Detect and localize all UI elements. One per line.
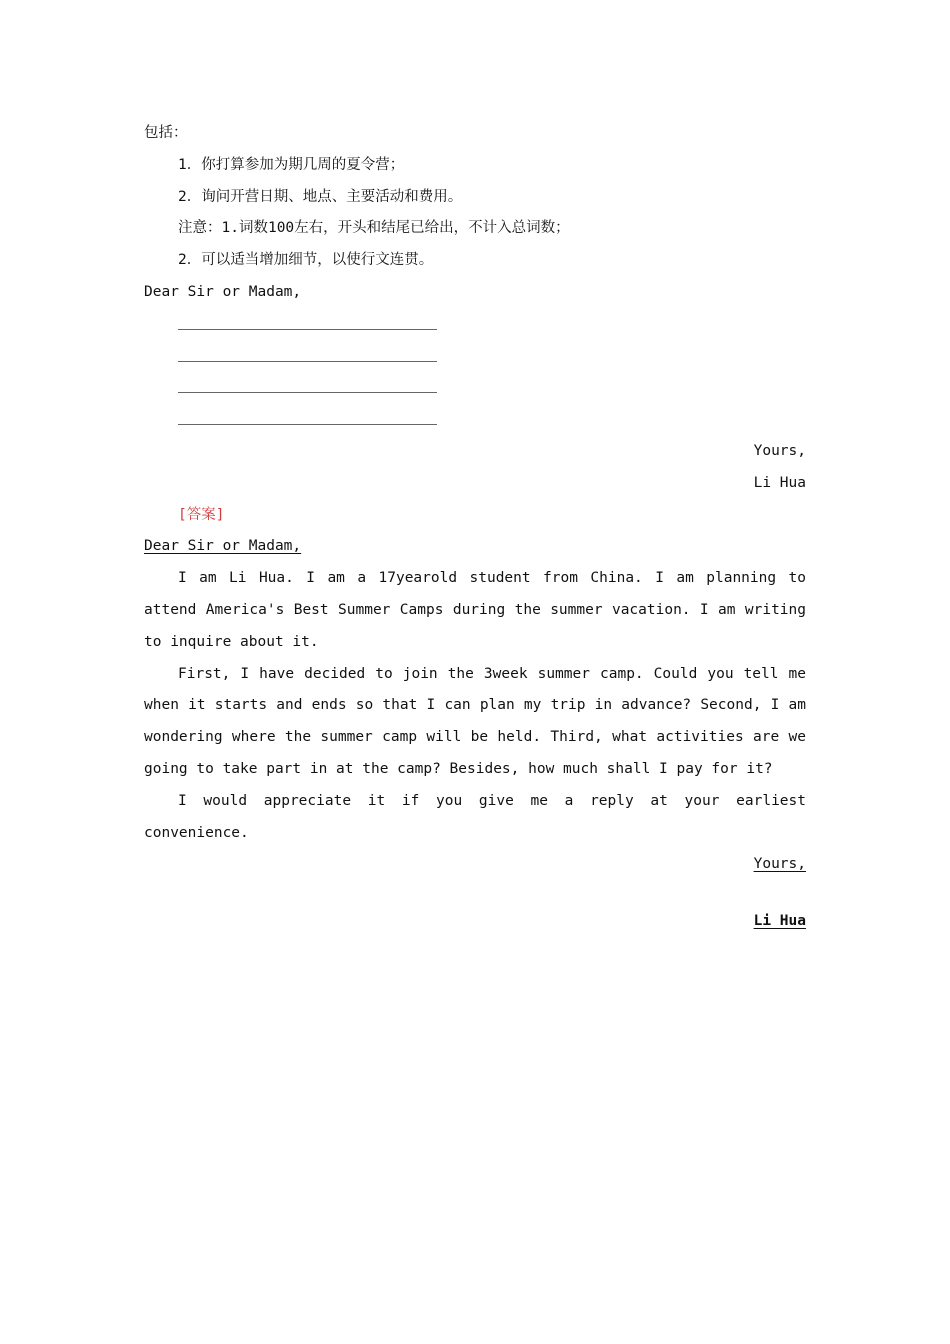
- instructions-heading: 包括：: [144, 125, 188, 141]
- template-signature: Li Hua: [753, 474, 806, 491]
- blank-rule: [178, 361, 437, 362]
- answer-closing: Yours,: [753, 856, 806, 873]
- template-greeting: Dear Sir or Madam,: [144, 283, 302, 300]
- answer-paragraph-3: I would appreciate it if you give me a reply at your earliest convenience.: [144, 792, 806, 841]
- answer-closing-line: [144, 849, 806, 881]
- blank-rule: [178, 329, 437, 330]
- answer-signature: Li Hua: [753, 913, 806, 930]
- answer-signature-line: [144, 906, 806, 938]
- answer-greeting-line: [144, 531, 806, 563]
- instruction-item-2: 2．询问开营日期、地点、主要活动和费用。: [178, 188, 463, 205]
- answer-greeting: Dear Sir or Madam,: [144, 538, 302, 555]
- template-closing: Yours,: [753, 442, 806, 459]
- closing-spacer: [144, 881, 806, 906]
- writing-blank-line[interactable]: [144, 341, 806, 373]
- instruction-note-1: 注意：1.词数100左右，开头和结尾已给出，不计入总词数；: [178, 220, 570, 237]
- instruction-note-2: 2．可以适当增加细节，以使行文连贯。: [178, 252, 434, 269]
- answer-paragraph-1: I am Li Hua. I am a 17yearold student from China. I am planning to attend America's Best Summer Camps during the summer vacation. I am writing to inquire about it.: [144, 570, 806, 650]
- writing-blank-line[interactable]: [144, 404, 806, 436]
- blank-rule: [178, 392, 437, 393]
- writing-blank-line[interactable]: [144, 309, 806, 341]
- blank-rule: [178, 424, 437, 425]
- document-content: [144, 118, 806, 938]
- instruction-item-1: 1．你打算参加为期几周的夏令营；: [178, 156, 405, 173]
- writing-blank-line[interactable]: [144, 372, 806, 404]
- answer-label: [答案]: [178, 506, 225, 523]
- answer-paragraph-2: First, I have decided to join the 3week summer camp. Could you tell me when it starts and ends so that I can plan my trip in advance? Second, I am wondering where the summer camp will be held. Third, what activities are we going to take part in at the camp? Besides, how much shall I pay for it?: [144, 665, 806, 777]
